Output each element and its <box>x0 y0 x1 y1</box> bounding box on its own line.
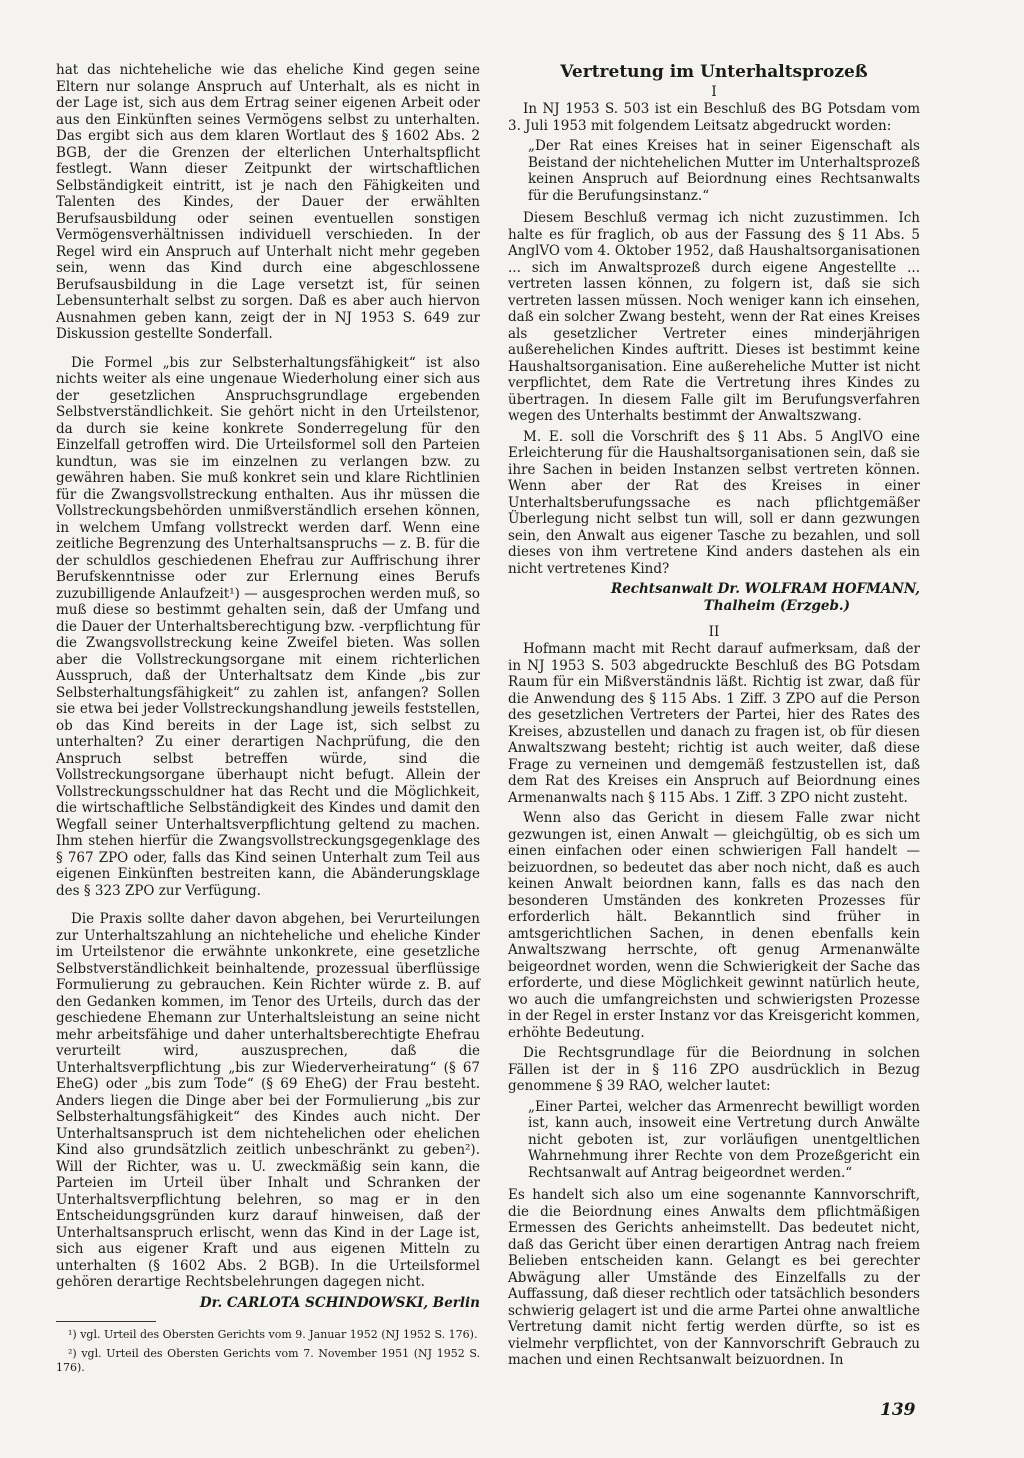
right-column <box>508 62 920 1381</box>
section-number-2: II <box>708 624 720 640</box>
left-column <box>56 62 480 1380</box>
author-signature-schindowski: Dr. CARLOTA SCHINDOWSKI, Berlin <box>199 1294 480 1311</box>
footnote-1: ¹) vgl. Urteil des Obersten Gerichts vom 9. Januar 1952 (NJ 1952 S. 176). <box>68 1328 478 1341</box>
right-paragraph-2: Diesem Beschluß vermag ich nicht zuzustimmen. Ich halte es für fraglich, ob aus der Fassung des § 11 Abs. 5 AnglVO vom 4. Oktober 1952, daß Haushaltsorganisationen ... sich im Anwaltsprozeß durch eigene Angestellte ... vertreten lassen können, zu folgern ist, daß sie sich vertreten lassen müssen. Noch weniger kann ich einsehen, daß ein solcher Zwang besteht, wenn der Rat eines Kreises als gesetzlicher Vertreter eines minderjährigen außerehelichen Kindes auftritt. Dieses ist bestimmt keine Haushaltsorganisation. Eine außereheliche Mutter ist nicht verpflichtet, dem Rate die Vertretung ihres Kindes zu übertragen. In diesem Falle gilt im Berufungsverfahren wegen des Unterhalts bestimmt der Anwaltszwang. <box>508 210 920 424</box>
author-signature-hofmann: Rechtsanwalt Dr. WOLFRAM HOFMANN, <box>610 581 920 597</box>
right-paragraph-7: Es handelt sich also um eine sogenannte Kannvorschrift, die die Beiordnung eines Anwalts dem pflichtmäßigen Ermessen des Gerichts anheimstellt. Das bedeutet nicht, daß das Gericht über einen derartigen Antrag nach freiem Belieben entscheiden kann. Gelangt es bei gerechter Abwägung aller Umstände des Einzelfalls zu der Auffassung, daß dieser rechtlich oder tatsächlich besonders schwierig gelagert ist und die arme Partei ohne anwaltliche Vertretung damit nicht fertig werden dürfte, so ist es vielmehr verpflichtet, von der Kannvorschrift Gebrauch zu machen und einen Rechtsanwalt beizuordnen. In <box>508 1187 920 1368</box>
right-paragraph-4: Hofmann macht mit Recht darauf aufmerksam, daß der in NJ 1953 S. 503 abgedruckte Beschluß des BG Potsdam Raum für ein Mißverständnis läßt. Richtig ist zwar, daß für die Anwendung des § 115 Abs. 1 Ziff. 3 ZPO auf die Person des gesetzlichen Vertreters der Partei, hier des Rates des Kreises, abzustellen und danach zu fragen ist, ob für diesen Anwaltszwang besteht; richtig ist auch weiter, daß diese Frage zu verneinen und demgemäß festzustellen ist, daß dem Rat des Kreises ein Anspruch auf Beiordnung eines Armenanwalts nach § 115 Abs. 1 Ziff. 3 ZPO nicht zusteht. <box>508 641 920 806</box>
quote-rao-text: „Einer Partei, welcher das Armenrecht bewilligt worden ist, kann auch, insoweit eine Vertretung durch Anwälte nicht geboten ist, zur vorläufigen unentgeltlichen Wahrnehmung ihrer Rechte von dem Prozeßgericht ein Rechtsanwalt auf Antrag beigeordnet werden.“ <box>528 1098 920 1181</box>
footnote-divider <box>56 1321 156 1322</box>
page-number: 139 <box>880 1400 916 1420</box>
right-paragraph-3: M. E. soll die Vorschrift des § 11 Abs. 5 AnglVO eine Erleichterung für die Haushaltsorganisationen sein, daß sie ihre Sachen in beiden Instanzen selbst vertreten können. Wenn aber der Rat des Kreises in einer Unterhaltsberufungssache es nach pflichtgemäßer Überlegung nicht selbst tun will, soll er dann gezwungen sein, den Anwalt aus eigener Tasche zu bezahlen, und soll dieses von ihm vertretene Kind anders dastehen als ein nicht vertretenes Kind? <box>508 428 920 577</box>
right-paragraph-6: Die Rechtsgrundlage für die Beiordnung in solchen Fällen ist der in § 116 ZPO ausdrücklich in Bezug genommene § 39 RAO, welcher lautet: <box>508 1045 920 1094</box>
left-paragraph-1: hat das nichteheliche wie das eheliche Kind gegen seine Eltern nur solange Anspruch auf Unterhalt, als es nicht in der Lage ist, sich aus dem Ertrag seiner eigenen Arbeit oder aus den Einkünften seines Vermögens selbst zu unterhalten. Das ergibt sich aus dem klaren Wortlaut des § 1602 Abs. 2 BGB, der die Grenzen der elterlichen Unterhaltspflicht festlegt. Wann dieser Zeitpunkt der wirtschaftlichen Selbständigkeit eintritt, ist je nach den Fähigkeiten und Talenten des Kindes, der Dauer der erwählten Berufsausbildung oder seinen eventuellen sonstigen Vermögensverhältnissen individuell verschieden. In der Regel wird ein Anspruch auf Unterhalt nicht mehr gegeben sein, wenn das Kind durch eine abgeschlossene Berufsausbildung in die Lage versetzt ist, für seinen Lebensunterhalt selbst zu sorgen. Daß es aber auch hiervon Ausnahmen geben kann, zeigt der in NJ 1953 S. 649 zur Diskussion gestellte Sonderfall. <box>56 62 480 342</box>
section-number-1: I <box>711 84 717 100</box>
footnote-2: ²) vgl. Urteil des Obersten Gerichts vom 7. November 1951 (NJ 1952 S. 176). <box>56 1347 480 1374</box>
left-paragraph-3: Die Praxis sollte daher davon abgehen, bei Verurteilungen zur Unterhaltszahlung an nichteheliche und eheliche Kinder im Urteilstenor die erwähnte unkonkrete, eine gesetzliche Selbstverständlichkeit beinhaltende, prozessual überflüssige Formulierung zu gebrauchen. Kein Richter würde z. B. auf den Gedanken kommen, im Tenor des Urteils, durch das der geschiedene Ehemann zur Unterhaltsleistung an seine nicht mehr arbeitsfähige und daher unterhaltsberechtigte Ehefrau verurteilt wird, auszusprechen, daß die Unterhaltsverpflichtung „bis zur Wiederverheiratung“ (§ 67 EheG) oder „bis zum Tode“ (§ 69 EheG) der Frau besteht. Anders liegen die Dinge aber bei der Formulierung „bis zur Selbsterhaltungsfähigkeit“ des Kindes auch nicht. Der Unterhaltsanspruch ist dem nichtehelichen oder ehelichen Kind also grundsätzlich zeitlich unbeschränkt zu geben²). Will der Richter, was u. U. zweckmäßig sein kann, die Parteien im Urteil über Inhalt und Schranken der Unterhaltsverpflichtung belehren, so mag er in den Entscheidungsgründen kurz darauf hinweisen, daß der Unterhaltsanspruch erlischt, wenn das Kind in der Lage ist, sich aus eigener Kraft und aus eigenen Mitteln zu unterhalten (§ 1602 Abs. 2 BGB). In die Urteilsformel gehören derartige Rechtsbelehrungen dagegen nicht. <box>56 911 480 1290</box>
quote-leitsatz-text: „Der Rat eines Kreises hat in seiner Eigenschaft als Beistand der nichtehelichen Mutter im Unterhaltsprozeß keinen Anspruch auf Beiordnung eines Rechtsanwalts für die Berufungsinstanz.“ <box>528 138 920 204</box>
author-location-hofmann: Thalheim (Erzgeb.) <box>703 597 850 614</box>
article-title: Vertretung im Unterhaltsprozeß <box>560 62 868 82</box>
right-paragraph-5: Wenn also das Gericht in diesem Falle zwar nicht gezwungen ist, einen Anwalt — gleichgültig, ob es sich um einen einfachen oder einen schwierigen Fall handelt — beizuordnen, so bedeutet das aber noch nicht, daß es auch keinen Anwalt beiordnen kann, falls es das nach den besonderen Umständen des konkreten Prozesses für erforderlich hält. Bekanntlich sind früher in amtsgerichtlichen Sachen, in denen ebenfalls kein Anwaltszwang herrschte, oft genug Armenanwälte beigeordnet worden, wenn die Schwierigkeit der Sache das erforderte, und diese Möglichkeit gewinnt natürlich heute, wo auch die umfangreichsten und schwierigsten Prozesse in der Regel in erster Instanz vor das Kreisgericht kommen, erhöhte Bedeutung. <box>508 810 920 1041</box>
left-paragraph-2: Die Formel „bis zur Selbsterhaltungsfähigkeit“ ist also nichts weiter als eine ungenaue Wiederholung einer sich aus der gesetzlichen Anspruchsgrundlage ergebenden Selbstverständlichkeit. Sie gehört nicht in den Urteilstenor, da durch sie keine konkrete Sonderregelung für den Einzelfall getroffen wird. Die Urteilsformel soll den Parteien kundtun, was sie im einzelnen zu verlangen bzw. zu gewähren haben. Sie muß konkret sein und klare Richtlinien für die Zwangsvollstreckung enthalten. Aus ihr müssen die Vollstreckungsbehörden unmißverständlich ersehen können, in welchem Umfang vollstreckt werden darf. Wenn eine zeitliche Begrenzung des Unterhaltsanspruchs — z. B. für die der schuldlos geschiedenen Ehefrau zur Auffrischung ihrer Berufskenntnisse oder zur Erlernung eines Berufs zuzubilligende Anlaufzeit¹) — ausgesprochen werden muß, so muß diese so bestimmt gehalten sein, daß der Umfang und die Dauer der Unterhaltsberechtigung bzw. -verpflichtung für die Zwangsvollstreckung keine Zweifel bieten. Was sollen aber die Vollstreckungsorgane mit einem richterlichen Ausspruch, daß der Unterhaltsatz dem Kinde „bis zur Selbsterhaltungsfähigkeit“ zu zahlen ist, anfangen? Sollen sie etwa bei jeder Vollstreckungshandlung jeweils feststellen, ob das Kind bereits in der Lage ist, sich selbst zu unterhalten? Zu einer derartigen Nachprüfung, die den Anspruch selbst betreffen würde, sind die Vollstreckungsorgane überhaupt nicht befugt. Allein der Vollstreckungsschuldner hat das Recht und die Möglichkeit, die wirtschaftliche Selbständigkeit des Kindes und damit den Wegfall seiner Unterhaltsverpflichtung geltend zu machen. Ihm stehen hierfür die Zwangsvollstreckungsgegenklage des § 767 ZPO oder, falls das Kind seinen Unterhalt zum Teil aus eigenen Einkünften bestreiten kann, die Abänderungsklage des § 323 ZPO zur Verfügung. <box>56 354 480 899</box>
right-paragraph-1: In NJ 1953 S. 503 ist ein Beschluß des BG Potsdam vom 3. Juli 1953 mit folgendem Leitsatz abgedruckt worden: <box>508 101 920 134</box>
quote-rao <box>528 1099 920 1182</box>
quote-leitsatz <box>528 138 920 204</box>
